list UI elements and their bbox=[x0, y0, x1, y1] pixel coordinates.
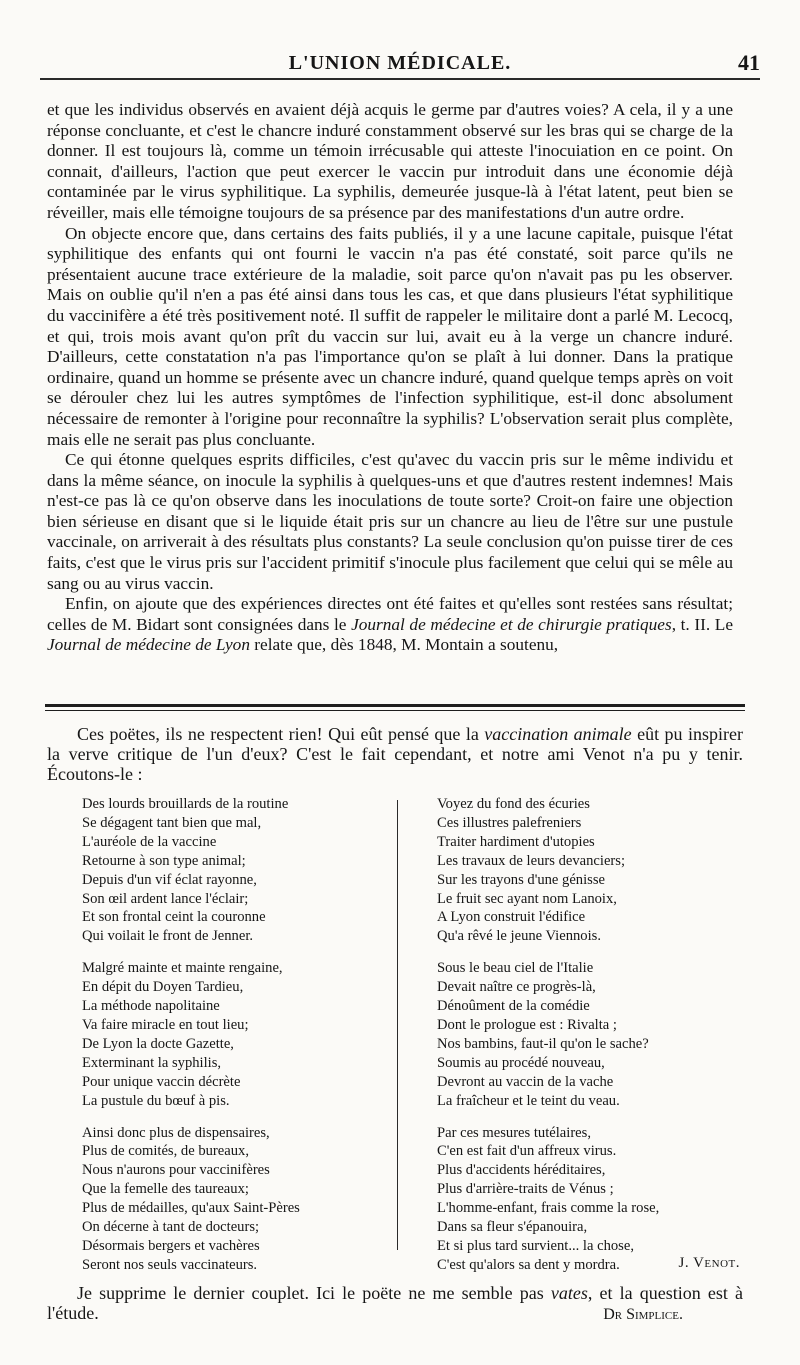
verse-line: Va faire miracle en tout lieu; bbox=[82, 1016, 249, 1033]
verse-line: Le fruit sec ayant nom Lanoix, bbox=[437, 890, 617, 907]
verse-line: Voyez du fond des écuries bbox=[437, 796, 590, 812]
verse-line: La méthode napolitaine bbox=[82, 998, 220, 1015]
article-body bbox=[47, 100, 733, 656]
verse-line: Dont le prologue est : Rivalta ; bbox=[437, 1016, 617, 1033]
p4-text-c: relate que, dès 1848, M. Montain a soutenu, bbox=[249, 635, 559, 655]
p4-text-a: Enfin, on ajoute que des expériences directes ont été faites et qu'elles sont restées sans résultat; celles de M. Bidart sont consignées dans le bbox=[47, 594, 733, 634]
verse-line: Plus de médailles, qu'aux Saint-Pères bbox=[82, 1200, 300, 1217]
feuilleton-rule-thin bbox=[45, 710, 745, 711]
verse-line: Devront au vaccin de la vache bbox=[437, 1073, 614, 1090]
verse-line: Et si plus tard survient... la chose, bbox=[437, 1237, 634, 1254]
verse-line: Se dégagent tant bien que mal, bbox=[82, 814, 262, 831]
feuilleton-intro bbox=[47, 724, 743, 784]
intro-text-a: Ces poëtes, ils ne respectent rien! Qui eût pensé que la bbox=[77, 724, 485, 744]
verse-line: En dépit du Doyen Tardieu, bbox=[82, 979, 244, 996]
verse-line: Ces illustres palefreniers bbox=[437, 814, 582, 831]
article-paragraph-2: On objecte encore que, dans certains des faits publiés, il y a une lacune capitale, puisque l'état syphilitique des enfants qui ont fourni le vaccin n'a pas été constaté, soit parce qu'ils ne présentaient aucune trace extérieure de la maladie, soit parce qu'on n'avait pas pu les observer. Mais on oublie qu'il n'en a pas été ainsi dans tous les cas, et que dans plusieurs l'état syphilitique du vaccinifère a été très positivement noté. Il suffit de rappeler le militaire dont a parlé M. Lecocq, et qui, trois mois avant qu'on prît du vaccin sur lui, avait eu à la verge un chancre induré. D'ailleurs, cette constatation n'a pas l'importance qu'on se plaît à lui donner. Dans la pratique ordinaire, quand un homme se présente avec un chancre induré, quand quelque temps après on voit se dérouler chez lui les autres symptômes de l'infection syphilitique, est-il donc absolument nécessaire de remonter à l'origine pour reconnaître la syphilis? L'observation serait plus complète, mais elle ne serait pas plus concluante. bbox=[47, 223, 733, 449]
poem-left-column bbox=[82, 795, 392, 1288]
p4-text-b: , t. II. Le bbox=[671, 614, 734, 634]
verse-line: Pour unique vaccin décrète bbox=[82, 1073, 241, 1090]
page-number: 41 bbox=[738, 50, 760, 75]
verse-line: Et son frontal ceint la couronne bbox=[82, 909, 266, 926]
poem-stanza bbox=[82, 959, 392, 1110]
verse-line: Sous le beau ciel de l'Italie bbox=[437, 960, 594, 977]
verse-line: Depuis d'un vif éclat rayonne, bbox=[82, 871, 257, 888]
poem-stanza bbox=[82, 795, 392, 946]
verse-line: C'en est fait d'un affreux virus. bbox=[437, 1143, 617, 1160]
verse-line: Nous n'aurons pour vaccinifères bbox=[82, 1162, 270, 1179]
article-paragraph-1: et que les individus observés en avaient déjà acquis le germe par d'autres voies? A cela, il y a une réponse concluante, et c'est le chancre induré constamment observé sur les bras qui se charge de la donner. Il est toujours là, comme un témoin irrécusable qui atteste l'inocuiation en ce point. On connait, d'ailleurs, l'action que peut exercer le vaccin pur introduit dans une économie déjà contaminée par le virus syphilitique. La syphilis, demeurée jusque-là à l'état latent, peut bien se réveiller, mais elle témoigne toujours de sa présence par des manifestations d'un autre ordre. bbox=[47, 100, 733, 222]
verse-line: L'auréole de la vaccine bbox=[82, 833, 217, 850]
verse-line: Son œil ardent lance l'éclair; bbox=[82, 890, 249, 907]
intro-text-b: eût pu inspirer la verve critique de l'un d'eux? C'est le fait cependant, et notre ami Venot n'a pu y tenir. Écoutons-le : bbox=[47, 724, 743, 784]
poem-stanza bbox=[82, 1124, 392, 1275]
poem-right-column bbox=[437, 795, 757, 1288]
verse-line: Ainsi donc plus de dispensaires, bbox=[82, 1124, 270, 1141]
feuilleton-closing bbox=[47, 1283, 743, 1323]
poem-column-divider bbox=[397, 800, 398, 1250]
poem-signature: J. Venot. bbox=[678, 1255, 740, 1271]
verse-line: Plus d'accidents héréditaires, bbox=[437, 1162, 606, 1179]
author-signature: Dr Simplice. bbox=[603, 1306, 683, 1323]
verse-line: Dans sa fleur s'épanouira, bbox=[437, 1219, 588, 1236]
intro-emphasis: vaccination animale bbox=[484, 724, 632, 744]
verse-line: Que la femelle des taureaux; bbox=[82, 1181, 249, 1198]
verse-line: Sur les trayons d'une génisse bbox=[437, 871, 605, 888]
poem-stanza bbox=[437, 795, 757, 946]
verse-line: De Lyon la docte Gazette, bbox=[82, 1035, 234, 1052]
verse-line: Soumis au procédé nouveau, bbox=[437, 1054, 605, 1071]
verse-line: Des lourds brouillards de la routine bbox=[82, 796, 289, 812]
verse-line: Retourne à son type animal; bbox=[82, 852, 246, 869]
intro-paragraph bbox=[47, 724, 743, 784]
verse-line: Traiter hardiment d'utopies bbox=[437, 833, 595, 850]
poem-stanza bbox=[437, 959, 757, 1110]
verse-line: Par ces mesures tutélaires, bbox=[437, 1124, 591, 1141]
verse-line: Dénoûment de la comédie bbox=[437, 998, 590, 1015]
verse-line: La pustule du bœuf à pis. bbox=[82, 1092, 230, 1109]
poem-stanza bbox=[437, 1124, 757, 1275]
journal-title-1: Journal de médecine et de chirurgie pratiques bbox=[351, 614, 672, 634]
verse-line: Malgré mainte et mainte rengaine, bbox=[82, 960, 283, 977]
verse-line: La fraîcheur et le teint du veau. bbox=[437, 1092, 620, 1109]
closing-emphasis: vates bbox=[550, 1283, 588, 1303]
verse-line: Exterminant la syphilis, bbox=[82, 1054, 222, 1071]
verse-line: Qui voilait le front de Jenner. bbox=[82, 928, 254, 945]
verse-line: A Lyon construit l'édifice bbox=[437, 909, 586, 926]
verse-line: Les travaux de leurs devanciers; bbox=[437, 852, 626, 869]
verse-line: L'homme-enfant, frais comme la rose, bbox=[437, 1200, 660, 1217]
running-head bbox=[40, 48, 760, 80]
verse-line: Plus d'arrière-traits de Vénus ; bbox=[437, 1181, 614, 1198]
verse-line: Nos bambins, faut-il qu'on le sache? bbox=[437, 1035, 649, 1052]
verse-line: On décerne à tant de docteurs; bbox=[82, 1219, 260, 1236]
journal-title-2: Journal de médecine de Lyon bbox=[47, 635, 250, 655]
verse-line: C'est qu'alors sa dent y mordra. bbox=[437, 1256, 620, 1273]
verse-line: Devait naître ce progrès-là, bbox=[437, 979, 596, 996]
article-paragraph-3: Ce qui étonne quelques esprits difficiles, c'est qu'avec du vaccin pris sur le même individu et dans la même séance, on inocule la syphilis à quelques-uns et que d'autres restent indemnes! Mais n'est-ce pas là ce qu'on observe dans les inoculations de toute sorte? Croit-on faire une objection bien sérieuse en disant que si le liquide était pris sur un chancre au lieu de l'être sur une pustule vaccinale, on arriverait à des résultats plus constants? La seule conclusion qu'on puisse tirer de ces faits, c'est que le virus pris sur l'accident primitif s'inocule plus facilement que celui qui se mêle au sang ou au virus vaccin. bbox=[47, 450, 733, 593]
article-paragraph-4 bbox=[47, 594, 733, 656]
verse-line: Qu'a rêvé le jeune Viennois. bbox=[437, 928, 601, 945]
closing-text-b: , et la question est à l'étude. bbox=[47, 1283, 743, 1323]
journal-title: L'UNION MÉDICALE. bbox=[288, 52, 512, 74]
closing-text-a: Je supprime le dernier couplet. Ici le poëte ne me semble pas bbox=[77, 1283, 551, 1303]
verse-line: Plus de comités, de bureaux, bbox=[82, 1143, 249, 1160]
verse-line: Seront nos seuls vaccinateurs. bbox=[82, 1256, 258, 1273]
verse-line: Désormais bergers et vachères bbox=[82, 1237, 260, 1254]
feuilleton-rule bbox=[45, 704, 745, 707]
